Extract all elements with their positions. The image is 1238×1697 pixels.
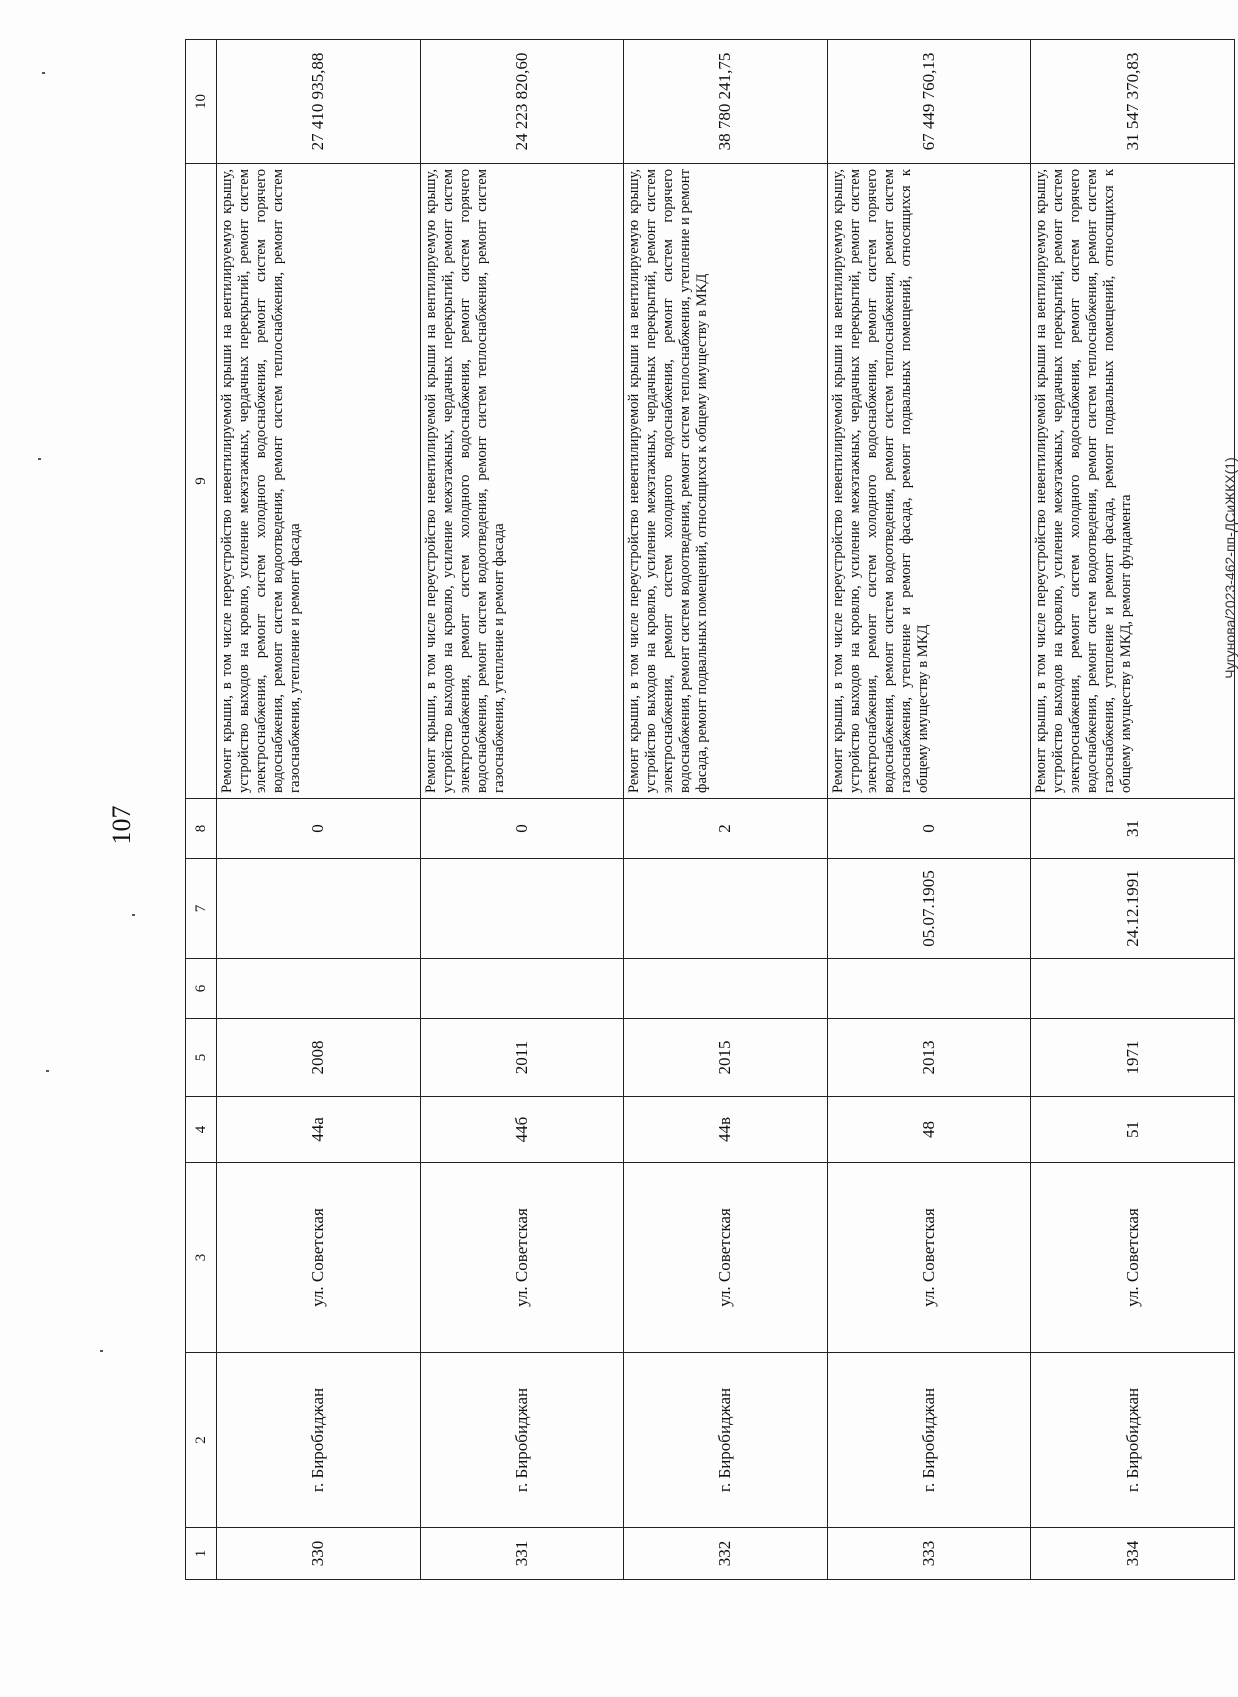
header-cell: 7 <box>186 859 217 959</box>
year-cell: 2008 <box>217 1019 421 1097</box>
house-cell: 44б <box>420 1097 624 1163</box>
header-cell: 6 <box>186 959 217 1019</box>
city-cell: г. Биробиджан <box>827 1353 1031 1528</box>
row-number: 334 <box>1031 1528 1235 1580</box>
work-description-cell: Ремонт крыши, в том числе переустройство невентилируемой крыши на вентилируемую крышу, устройство выходов на кровлю, усиление межэтажных, чердачных перекрытий, ремонт систем электроснабжения, ремонт систем холодного водоснабжения, ремонт систем горячего водоснабжения, ремонт систем водоотведения, ремонт систем теплоснабжения, ремонт систем газоснабжения, утепление и ремонт фасада <box>420 164 624 799</box>
house-cell: 51 <box>1031 1097 1235 1163</box>
cost-cell: 31 547 370,83 <box>1031 40 1235 164</box>
table-row <box>624 40 828 1580</box>
col6-cell <box>624 959 828 1019</box>
header-cell: 8 <box>186 799 217 859</box>
col8-cell: 2 <box>624 799 828 859</box>
cost-cell: 38 780 241,75 <box>624 40 828 164</box>
row-number: 332 <box>624 1528 828 1580</box>
header-cell: 2 <box>186 1353 217 1528</box>
col6-cell <box>420 959 624 1019</box>
work-description-cell: Ремонт крыши, в том числе переустройство невентилируемой крыши на вентилируемую крышу, устройство выходов на кровлю, усиление межэтажных, чердачных перекрытий, ремонт систем электроснабжения, ремонт систем холодного водоснабжения, ремонт систем горячего водоснабжения, ремонт систем водоотведения, ремонт систем теплоснабжения, ремонт систем газоснабжения, утепление и ремонт фасада, ремонт подвальных помещений, относящихся к общему имуществу в МКД, ремонт фундамента <box>1031 164 1235 799</box>
house-cell: 44а <box>217 1097 421 1163</box>
cost-cell: 24 223 820,60 <box>420 40 624 164</box>
street-cell: ул. Советская <box>420 1163 624 1353</box>
scan-speck <box>42 72 45 74</box>
col6-cell <box>217 959 421 1019</box>
house-cell: 48 <box>827 1097 1031 1163</box>
table-row <box>420 40 624 1580</box>
header-cell: 5 <box>186 1019 217 1097</box>
year-cell: 2011 <box>420 1019 624 1097</box>
header-cell: 4 <box>186 1097 217 1163</box>
col8-cell: 0 <box>827 799 1031 859</box>
page-number: 107 <box>107 805 136 845</box>
scan-speck <box>132 914 135 916</box>
date-cell <box>624 859 828 959</box>
row-number: 331 <box>420 1528 624 1580</box>
header-cell: 10 <box>186 40 217 164</box>
table-row <box>217 40 421 1580</box>
year-cell: 1971 <box>1031 1019 1235 1097</box>
street-cell: ул. Советская <box>1031 1163 1235 1353</box>
header-row <box>186 40 217 1580</box>
date-cell <box>420 859 624 959</box>
street-cell: ул. Советская <box>217 1163 421 1353</box>
work-description-cell: Ремонт крыши, в том числе переустройство невентилируемой крыши на вентилируемую крышу, устройство выходов на кровлю, усиление межэтажных, чердачных перекрытий, ремонт систем электроснабжения, ремонт систем холодного водоснабжения, ремонт систем горячего водоснабжения, ремонт систем водоотведения, ремонт систем теплоснабжения, ремонт систем газоснабжения, утепление и ремонт фасада <box>217 164 421 799</box>
table-row <box>827 40 1031 1580</box>
scan-speck <box>46 1070 49 1072</box>
repair-program-table <box>185 39 1235 1580</box>
city-cell: г. Биробиджан <box>420 1353 624 1528</box>
street-cell: ул. Советская <box>827 1163 1031 1353</box>
date-cell: 24.12.1991 <box>1031 859 1235 959</box>
city-cell: г. Биробиджан <box>624 1353 828 1528</box>
cost-cell: 27 410 935,88 <box>217 40 421 164</box>
header-cell: 3 <box>186 1163 217 1353</box>
cost-cell: 67 449 760,13 <box>827 40 1031 164</box>
year-cell: 2013 <box>827 1019 1031 1097</box>
year-cell: 2015 <box>624 1019 828 1097</box>
header-cell: 9 <box>186 164 217 799</box>
city-cell: г. Биробиджан <box>1031 1353 1235 1528</box>
header-cell: 1 <box>186 1528 217 1580</box>
col8-cell: 0 <box>217 799 421 859</box>
street-cell: ул. Советская <box>624 1163 828 1353</box>
work-description-cell: Ремонт крыши, в том числе переустройство невентилируемой крыши на вентилируемую крышу, устройство выходов на кровлю, усиление межэтажных, чердачных перекрытий, ремонт систем электроснабжения, ремонт систем холодного водоснабжения, ремонт систем горячего водоснабжения, ремонт систем водоотведения, ремонт систем теплоснабжения, ремонт систем газоснабжения, утепление и ремонт фасада, ремонт подвальных помещений, относящихся к общему имуществу в МКД <box>827 164 1031 799</box>
date-cell <box>217 859 421 959</box>
col8-cell: 0 <box>420 799 624 859</box>
document-code: Чугунова/2023-462-пп-ДСиЖКХ(1) <box>1222 457 1238 679</box>
table-row <box>1031 40 1235 1580</box>
col6-cell <box>827 959 1031 1019</box>
house-cell: 44в <box>624 1097 828 1163</box>
table-container <box>185 40 1235 1580</box>
col8-cell: 31 <box>1031 799 1235 859</box>
date-cell: 05.07.1905 <box>827 859 1031 959</box>
scan-speck <box>100 1350 103 1352</box>
city-cell: г. Биробиджан <box>217 1353 421 1528</box>
scan-speck <box>38 458 41 460</box>
row-number: 330 <box>217 1528 421 1580</box>
row-number: 333 <box>827 1528 1031 1580</box>
work-description-cell: Ремонт крыши, в том числе переустройство невентилируемой крыши на вентилируемую крышу, устройство выходов на кровлю, усиление межэтажных, чердачных перекрытий, ремонт систем электроснабжения, ремонт систем холодного водоснабжения, ремонт систем горячего водоснабжения, ремонт систем водоотведения, ремонт систем теплоснабжения, утепление и ремонт фасада, ремонт подвальных помещений, относящихся к общему имуществу в МКД <box>624 164 828 799</box>
col6-cell <box>1031 959 1235 1019</box>
